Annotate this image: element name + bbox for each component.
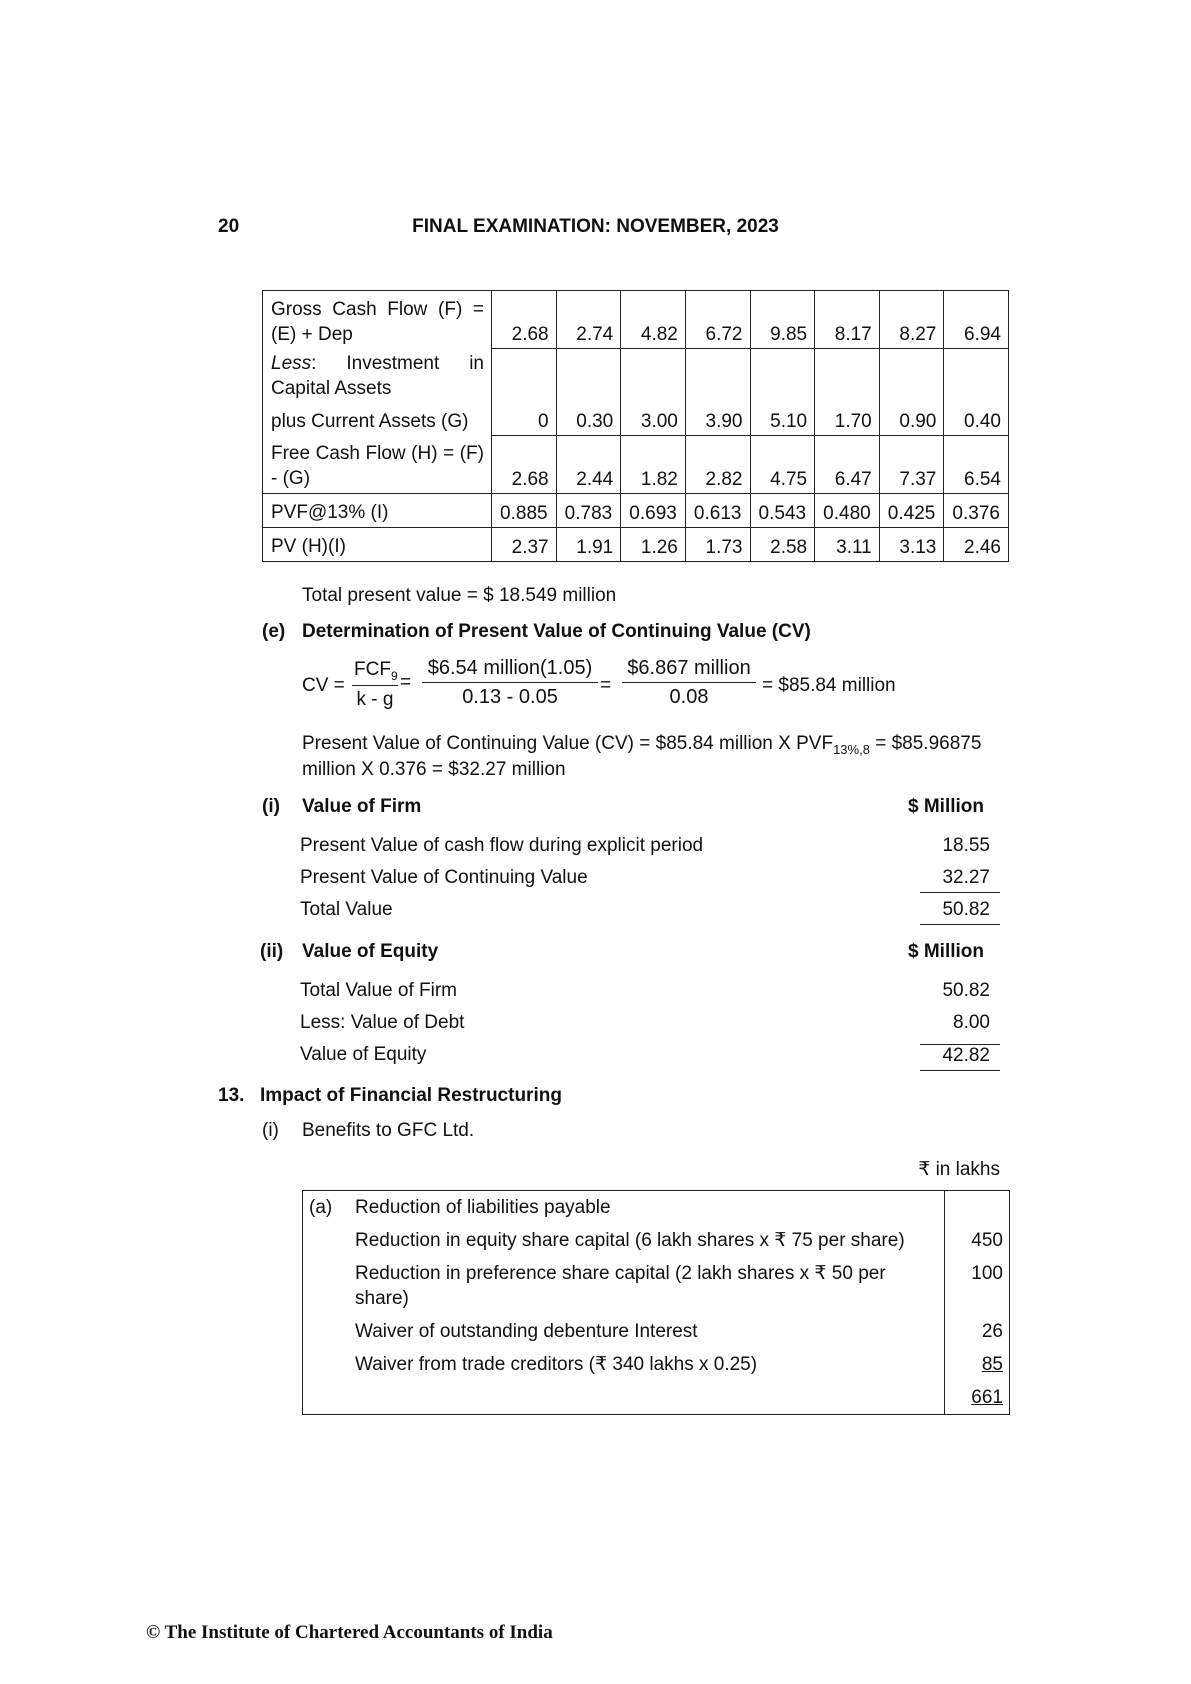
list-item-value: 8.00	[953, 1012, 990, 1033]
liabilities-table	[302, 1190, 1010, 1415]
table-cell: 2.68	[492, 291, 557, 349]
table-row	[303, 1224, 1010, 1257]
table-cell: 100	[945, 1257, 1010, 1315]
table-cell	[556, 349, 621, 403]
fraction-denominator: 0.08	[669, 686, 709, 708]
copyright-footer: © The Institute of Chartered Accountants of India	[146, 1622, 553, 1643]
table-row	[303, 1315, 1010, 1348]
row-marker	[303, 1348, 350, 1381]
table-cell: 3.90	[685, 403, 750, 436]
table-cell: 7.37	[879, 436, 944, 494]
value-of-firm-heading: Value of Firm	[302, 796, 422, 817]
list-item: Present Value of cash flow during explicit period	[300, 835, 704, 856]
table-row	[303, 1257, 1010, 1315]
fcf-text: FCF	[354, 659, 391, 680]
table-cell: 2.58	[750, 528, 815, 562]
total-value: 661	[971, 1387, 1003, 1408]
less-prefix: Less	[271, 352, 312, 374]
table-cell: 3.00	[621, 403, 686, 436]
table-cell: 26	[945, 1315, 1010, 1348]
table-cell: 1.26	[621, 528, 686, 562]
table-cell: 2.44	[556, 436, 621, 494]
table-cell	[945, 1348, 1010, 1381]
table-row	[263, 403, 1009, 436]
row-label: Reduction of liabilities payable	[349, 1191, 945, 1225]
fcf-subscript: 9	[390, 668, 398, 683]
row-marker	[303, 1315, 350, 1348]
table-row	[263, 494, 1009, 528]
table-cell: 2.46	[944, 528, 1009, 562]
table-cell	[945, 1191, 1010, 1225]
value-of-firm-marker: (i)	[262, 796, 280, 817]
table-cell: 6.72	[685, 291, 750, 349]
row-label: Reduction in preference share capital (2 lakh shares x ₹ 50 per share)	[355, 1263, 886, 1309]
list-item-value: 50.82	[942, 980, 990, 1001]
table-cell	[685, 349, 750, 403]
table-cell	[879, 349, 944, 403]
list-item: Less: Value of Debt	[300, 1012, 465, 1033]
table-cell: 0.480	[815, 494, 880, 528]
list-item-value	[920, 867, 1000, 893]
table-cell: 5.10	[750, 403, 815, 436]
table-cell: 1.70	[815, 403, 880, 436]
table-cell: 0.40	[944, 403, 1009, 436]
unit-label: ₹ in lakhs	[918, 1159, 1000, 1180]
equals-sign: =	[600, 675, 612, 696]
list-item-value	[920, 899, 1000, 925]
sub-heading: Benefits to GFC Ltd.	[302, 1120, 475, 1141]
section-e-marker: (e)	[262, 621, 286, 642]
table-cell: 0.885	[492, 494, 557, 528]
row-label: PV (H)(I)	[263, 528, 492, 562]
table-cell	[815, 349, 880, 403]
table-cell: 2.37	[492, 528, 557, 562]
pv-continuing-value-line1	[302, 733, 1012, 757]
table-cell: 0.613	[685, 494, 750, 528]
list-item: Total Value of Firm	[300, 980, 457, 1001]
list-item: Value of Equity	[300, 1044, 427, 1065]
table-cell	[750, 349, 815, 403]
table-cell	[492, 349, 557, 403]
fraction-numerator	[352, 659, 398, 686]
list-item: Present Value of Continuing Value	[300, 867, 588, 888]
section-13-number: 13.	[218, 1085, 245, 1106]
value-text: 42.82	[942, 1045, 990, 1066]
table-cell: 0.425	[879, 494, 944, 528]
pv-text: = $85.96875	[869, 733, 982, 754]
sub-marker: (i)	[262, 1120, 279, 1141]
table-cell: 9.85	[750, 291, 815, 349]
table-cell: 2.74	[556, 291, 621, 349]
equals-sign: =	[400, 672, 412, 693]
fraction-numerator: $6.867 million	[622, 657, 756, 683]
table-cell: 0.376	[944, 494, 1009, 528]
row-label: plus Current Assets (G)	[263, 403, 492, 436]
table-cell: 3.13	[879, 528, 944, 562]
row-marker	[303, 1224, 350, 1257]
table-row	[303, 1191, 1010, 1225]
table-cell: 0	[492, 403, 557, 436]
cv-result: = $85.84 million	[762, 675, 896, 696]
row-label: Waiver of outstanding debenture Interest	[355, 1321, 698, 1342]
fraction-denominator: k - g	[356, 688, 394, 710]
fraction-fcf	[352, 659, 398, 711]
table-cell: 4.82	[621, 291, 686, 349]
pvf-subscript: 13%,8	[833, 741, 870, 757]
total-present-value: Total present value = $ 18.549 million	[302, 585, 617, 606]
section-13-heading: Impact of Financial Restructuring	[260, 1085, 562, 1106]
row-label: PVF@13% (I)	[263, 494, 492, 528]
row-label	[263, 349, 492, 403]
table-cell: 0.693	[621, 494, 686, 528]
row-marker	[303, 1381, 350, 1415]
table-cell: 1.91	[556, 528, 621, 562]
pv-continuing-value-line2: million X 0.376 = $32.27 million	[302, 759, 566, 780]
row-marker	[303, 1257, 350, 1315]
page-number: 20	[218, 216, 240, 237]
table-row	[303, 1348, 1010, 1381]
fraction-growth	[422, 657, 598, 709]
table-cell	[945, 1381, 1010, 1415]
table-row	[263, 528, 1009, 562]
value-of-equity-unit: $ Million	[908, 941, 984, 962]
table-cell: 1.82	[621, 436, 686, 494]
fraction-numerator: $6.54 million(1.05)	[422, 657, 598, 683]
value-text: 50.82	[942, 899, 990, 920]
row-label	[349, 1381, 945, 1415]
less-rest: : Investment in Capital Assets	[271, 352, 484, 399]
table-row	[303, 1381, 1010, 1415]
table-cell: 8.27	[879, 291, 944, 349]
table-cell: 0.783	[556, 494, 621, 528]
table-cell: 4.75	[750, 436, 815, 494]
table-cell: 0.90	[879, 403, 944, 436]
row-label: Gross Cash Flow (F) = (E) + Dep	[263, 291, 492, 349]
page-header-title: FINAL EXAMINATION: NOVEMBER, 2023	[412, 216, 779, 237]
value-of-firm-unit: $ Million	[908, 796, 984, 817]
fraction-denominator: 0.13 - 0.05	[462, 686, 558, 708]
table-cell: 6.54	[944, 436, 1009, 494]
table-cell: 0.543	[750, 494, 815, 528]
table-cell: 6.94	[944, 291, 1009, 349]
table-cell	[621, 349, 686, 403]
table-cell: 2.82	[685, 436, 750, 494]
table-cell: 8.17	[815, 291, 880, 349]
table-cell: 1.73	[685, 528, 750, 562]
table-cell	[944, 349, 1009, 403]
list-item: Total Value	[300, 899, 393, 920]
cash-flow-table	[262, 290, 1009, 562]
value-text: 85	[981, 1354, 1003, 1375]
fraction-result	[622, 657, 756, 709]
row-marker: (a)	[303, 1191, 350, 1225]
table-row	[263, 291, 1009, 349]
row-label: Waiver from trade creditors (₹ 340 lakhs x 0.25)	[355, 1354, 758, 1375]
row-label: Reduction in equity share capital (6 lakh shares x ₹ 75 per share)	[355, 1230, 905, 1251]
cv-label: CV =	[302, 675, 345, 696]
table-row	[263, 436, 1009, 494]
list-item-value: 18.55	[942, 835, 990, 856]
list-item-value	[920, 1044, 1000, 1071]
section-e-heading: Determination of Present Value of Continuing Value (CV)	[302, 621, 811, 642]
pv-text: Present Value of Continuing Value (CV) = $85.84 million X PVF	[302, 733, 834, 754]
table-cell: 2.68	[492, 436, 557, 494]
table-cell: 0.30	[556, 403, 621, 436]
table-row	[263, 349, 1009, 403]
value-of-equity-marker: (ii)	[260, 941, 284, 962]
table-cell: 6.47	[815, 436, 880, 494]
table-cell: 450	[945, 1224, 1010, 1257]
value-text: 32.27	[942, 867, 990, 888]
table-cell: 3.11	[815, 528, 880, 562]
row-label: Free Cash Flow (H) = (F) - (G)	[263, 436, 492, 494]
value-of-equity-heading: Value of Equity	[302, 941, 439, 962]
